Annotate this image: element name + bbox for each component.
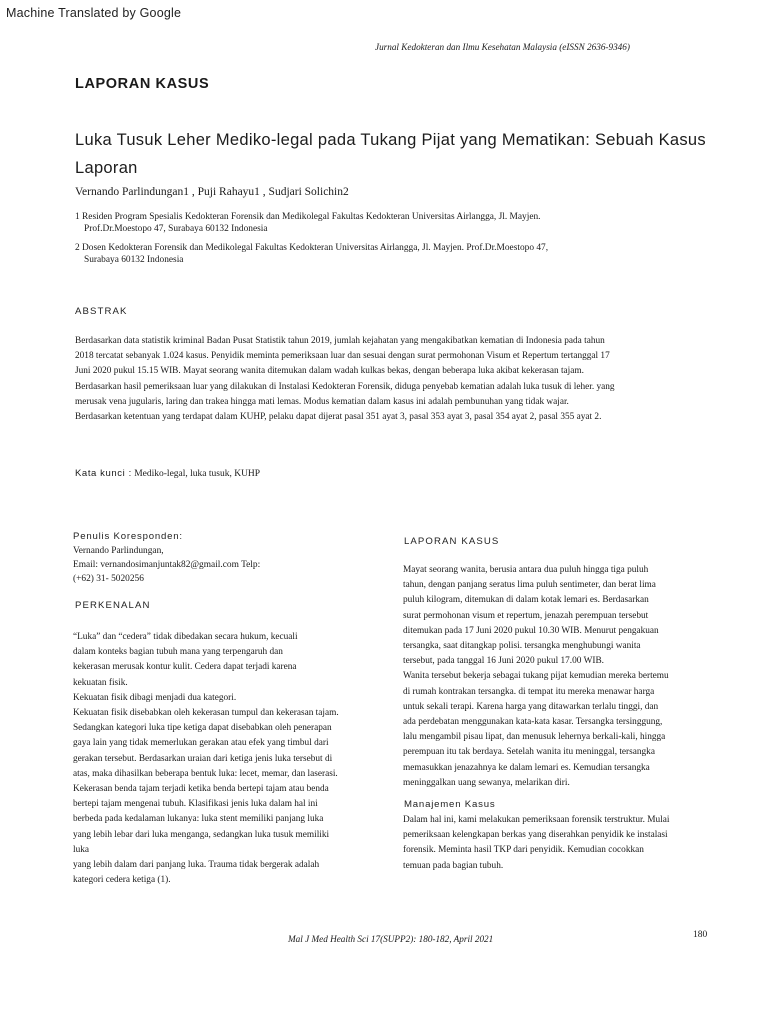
intro-line: bertepi tajam mengenai tubuh. Klasifikasi jenis luka dalam hal ini [73, 799, 318, 810]
case-line: untuk sekali terapi. Karena harga yang ditawarkan terlalu tinggi, dan [403, 701, 659, 712]
case-line: tahun, dengan panjang seratus lima puluh sentimeter, dan berat lima [403, 580, 656, 591]
management-line: Dalam hal ini, kami melakukan pemeriksaan forensik terstruktur. Mulai [403, 815, 670, 825]
intro-line: gaya lain yang tidak memerlukan gerakan atau efek yang timbul dari [73, 738, 329, 749]
intro-line: luka [73, 844, 90, 855]
case-line: puluh kilogram, ditemukan di dalam kotak lemari es. Berdasarkan [403, 595, 649, 606]
abstract-line: Juni 2020 pukul 15.15 WIB. Mayat seorang wanita ditemukan dalam wadah kulkas bekas, dengan beberapa luka akibat kekerasan tajam. [75, 366, 584, 377]
case-line: surat permohonan visum et repertum, jenazah perempuan tersebut [403, 610, 649, 621]
case-line: ada perdebatan menggunakan kata-kata kasar. Tersangka tersinggung, [403, 717, 663, 728]
abstract-line: 2018 tercatat sebanyak 1.024 kasus. Penyidik meminta pemeriksaan luar dan sesuai dengan surat permohonan Visum et Repertum tertanggal 17 [75, 351, 610, 362]
case-line: tersebut, pada tanggal 16 Juni 2020 pukul 17.00 WIB. [403, 656, 604, 667]
abstract-line: merusak vena jugularis, laring dan trakea hingga mati lemas. Modus kematian dalam kasus ini adalah pembunuhan yang tidak wajar. [75, 396, 569, 407]
keywords-value: Mediko-legal, luka tusuk, KUHP [134, 469, 261, 479]
correspondence-name: Vernando Parlindungan, [73, 546, 164, 556]
section-type: LAPORAN KASUS [75, 76, 210, 92]
abstract-heading: ABSTRAK [75, 306, 128, 317]
correspondence-block [73, 530, 260, 586]
intro-line: berbeda pada kedalaman lukanya: luka stent memiliki panjang luka [73, 814, 324, 825]
affiliation-2-line1: 2 Dosen Kedokteran Forensik dan Medikolegal Fakultas Kedokteran Universitas Airlangga, Jl. Mayjen. Prof.Dr.Moestopo 47, [75, 243, 549, 253]
abstract-line: Berdasarkan data statistik kriminal Badan Pusat Statistik tahun 2019, jumlah kejahatan yang mengakibatkan kematian di Indonesia pada tahun [75, 336, 605, 346]
intro-line: Kekerasan benda tajam terjadi ketika benda bertepi tajam atau benda [73, 784, 329, 795]
intro-line: gerakan tersebut. Berdasarkan uraian dari ketiga jenis luka tersebut di [73, 753, 333, 764]
author-list: Vernando Parlindungan1 , Puji Rahayu1 , Sudjari Solichin2 [75, 186, 349, 198]
paper-title: Luka Tusuk Leher Mediko-legal pada Tukang Pijat yang Mematikan: Sebuah Kasus Laporan [75, 131, 706, 177]
management-line: forensik. Meminta hasil TKP dari penyidik. Kemudian cocokkan [403, 845, 644, 856]
intro-line: kategori cedera ketiga (1). [73, 875, 171, 886]
machine-translation-banner: Machine Translated by Google [6, 6, 182, 20]
intro-line: dalam konteks bagian tubuh mana yang terpengaruh dan [73, 647, 283, 658]
intro-line: Kekuatan fisik dibagi menjadi dua kategori. [73, 692, 237, 703]
affiliation-2 [75, 242, 715, 266]
intro-line: yang lebih dalam dari panjang luka. Trauma tidak bergerak adalah [73, 860, 320, 871]
case-line: perempuan itu tak berdaya. Setelah wanita itu meninggal, tersangka [403, 747, 655, 758]
abstract-line: Berdasarkan ketentuan yang terdapat dalam KUHP, pelaku dapat dijerat pasal 351 ayat 3, pasal 353 ayat 3, pasal 354 ayat 2, pasal 355 ayat 2. [75, 412, 602, 423]
case-report-heading: LAPORAN KASUS [404, 536, 500, 547]
correspondence-phone: (+62) 31- 5020256 [73, 574, 144, 584]
intro-body [73, 630, 393, 888]
correspondence-email: Email: vernandosimanjuntak82@gmail.com Telp: [73, 560, 261, 570]
abstract-line: Berdasarkan hasil pemeriksaan luar yang dilakukan di Instalasi Kedokteran Forensik, diduga penyebab kematian adalah luka tusuk di leher. yang [75, 381, 615, 392]
case-line: Wanita tersebut bekerja sebagai tukang pijat kemudian mereka bertemu [403, 671, 669, 682]
case-line: ditemukan pada 17 Juni 2020 pukul 10.30 WIB. Menurut pengakuan [403, 625, 659, 636]
case-report-body [403, 563, 723, 791]
intro-line: atas, maka dihasilkan beberapa bentuk luka: lecet, memar, dan laserasi. [73, 768, 338, 779]
affiliation-1 [75, 211, 715, 235]
management-line: temuan pada bagian tubuh. [403, 860, 504, 871]
affiliation-2-line2: Surabaya 60132 Indonesia [84, 255, 184, 265]
intro-line: “Luka” dan “cedera” tidak dibedakan secara hukum, kecuali [73, 632, 298, 642]
case-line: Mayat seorang wanita, berusia antara dua puluh hingga tiga puluh [403, 565, 649, 575]
case-line: tersangka, saat ditangkap polisi. tersangka menghubungi wanita [403, 641, 641, 652]
intro-line: yang lebih lebar dari luka menganga, sedangkan luka tusuk memiliki [73, 829, 330, 840]
case-line: memasukkan jenazahnya ke dalam lemari es. Kemudian tersangka [403, 762, 650, 773]
intro-heading: PERKENALAN [75, 600, 151, 611]
journal-header: Jurnal Kedokteran dan Ilmu Kesehatan Malaysia (eISSN 2636-9346) [375, 42, 630, 52]
abstract-body [75, 334, 705, 425]
correspondence-heading: Penulis Koresponden: [73, 531, 183, 542]
page-footer: Mal J Med Health Sci 17(SUPP2): 180-182, April 2021 [288, 934, 494, 944]
case-line: meninggalkan uang sewanya, melarikan diri. [403, 777, 570, 788]
page-number: 180 [693, 930, 708, 940]
management-line: pemeriksaan kelengkapan berkas yang diserahkan penyidik ke instalasi [403, 830, 668, 841]
affiliation-1-line1: 1 Residen Program Spesialis Kedokteran Forensik dan Medikolegal Fakultas Kedokteran Universitas Airlangga, Jl. Mayjen. [75, 212, 541, 222]
affiliation-1-line2: Prof.Dr.Moestopo 47, Surabaya 60132 Indonesia [84, 224, 268, 234]
case-management-heading: Manajemen Kasus [404, 799, 496, 810]
case-line: lalu mengambil pisau lipat, dan menusuk lehernya berkali-kali, hingga [403, 732, 666, 743]
intro-line: Sedangkan kategori luka tipe ketiga dapat disebabkan oleh penerapan [73, 723, 332, 734]
keywords [75, 468, 260, 479]
case-management-body [403, 813, 723, 874]
intro-line: kekuatan fisik. [73, 677, 128, 688]
intro-line: kekerasan merusak kontur kulit. Cedera dapat terjadi karena [73, 662, 297, 673]
intro-line: Kekuatan fisik disebabkan oleh kekerasan tumpul dan kekerasan tajam. [73, 708, 339, 719]
keywords-label: Kata kunci : [75, 468, 132, 479]
case-line: di rumah kontrakan tersangka. di tempat itu mereka menawar harga [403, 686, 655, 697]
